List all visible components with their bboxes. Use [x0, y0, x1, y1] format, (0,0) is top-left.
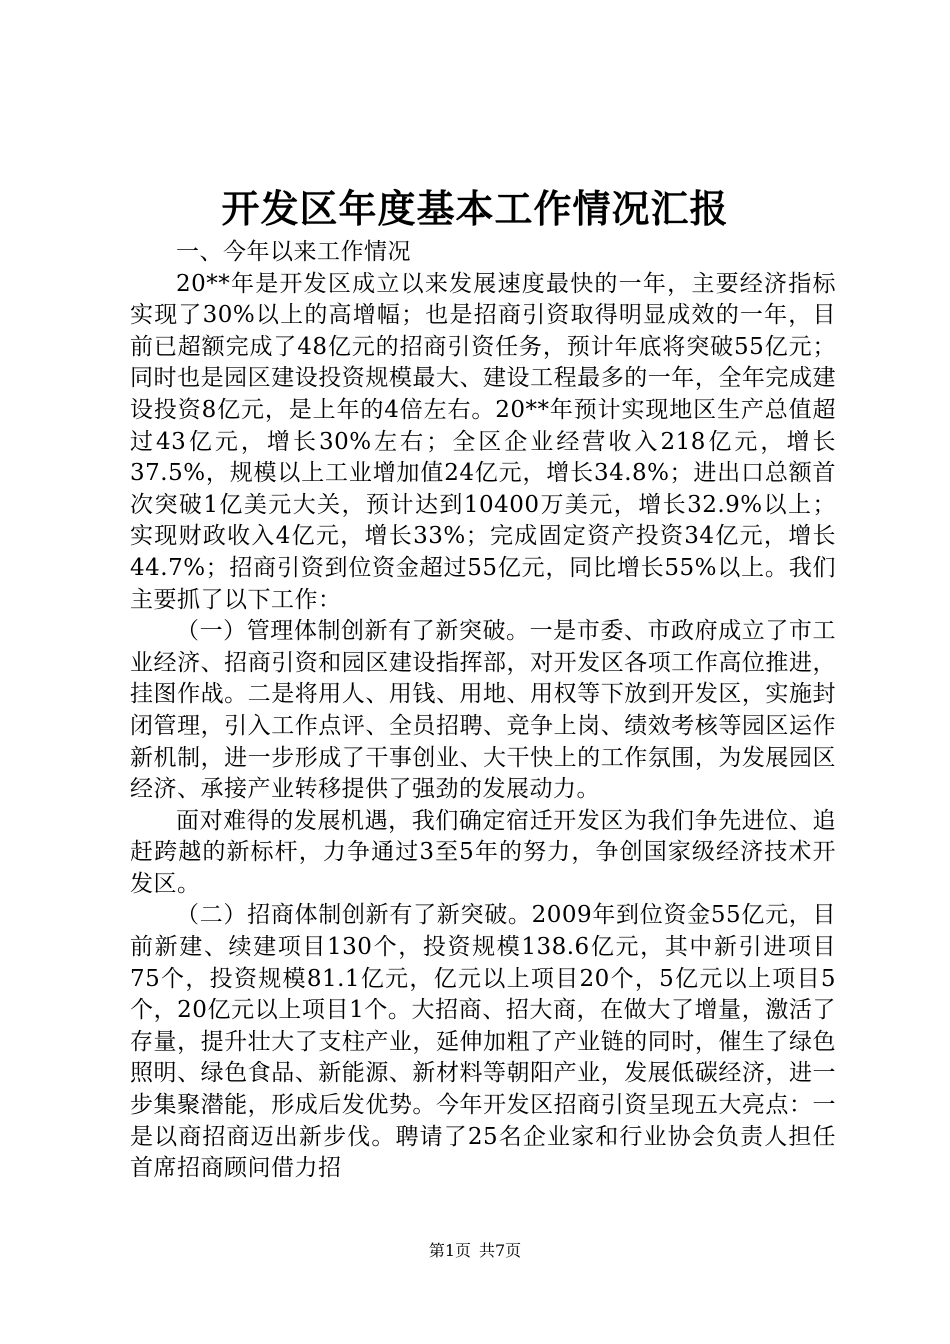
document-title: 开发区年度基本工作情况汇报 — [221, 186, 729, 231]
paragraph: （一）管理体制创新有了新突破。一是市委、市政府成立了市工业经济、招商引资和园区建设指挥部，对开发区各项工作高位推进，挂图作战。二是将用人、用钱、用地、用权等下放到开发区，实施封闭管理，引入工作点评、全员招聘、竞争上岗、绩效考核等园区运作新机制，进一步形成了干事创业、大干快上的工作氛围，为发展园区经济、承接产业转移提供了强劲的发展动力。 — [130, 618, 836, 803]
paragraph: （二）招商体制创新有了新突破。2009年到位资金55亿元，目前新建、续建项目130个，投资规模138.6亿元，其中新引进项目75个，投资规模81.1亿元，亿元以上项目20个，5亿元以上项目5个，20亿元以上项目1个。大招商、招大商，在做大了增量，激活了存量，提升壮大了支柱产业，延伸加粗了产业链的同时，催生了绿色照明、绿色食品、新能源、新材料等朝阳产业，发展低碳经济，进一步集聚潜能，形成后发优势。今年开发区招商引资呈现五大亮点：一是以商招商迈出新步伐。聘请了25名企业家和行业协会负责人担任首席招商顾问借力招 — [130, 902, 836, 1182]
page-total: 共7页 — [479, 1241, 522, 1260]
paragraph: 面对难得的发展机遇，我们确定宿迁开发区为我们争先进位、追赶跨越的新标杆，力争通过3至5年的努力，争创国家级经济技术开发区。 — [130, 807, 836, 897]
page-footer — [0, 1240, 950, 1262]
page-number: 第1页 — [428, 1241, 471, 1260]
section-heading: 一、今年以来工作情况 — [176, 239, 411, 265]
document-body — [130, 237, 836, 1185]
paragraph: 20**年是开发区成立以来发展速度最快的一年，主要经济指标实现了30%以上的高增幅；也是招商引资取得明显成效的一年，目前已超额完成了48亿元的招商引资任务，预计年底将突破55亿元；同时也是园区建设投资规模最大、建设工程最多的一年，全年完成建设投资8亿元，是上年的4倍左右。20**年预计实现地区生产总值超过43亿元，增长30%左右；全区企业经营收入218亿元，增长37.5%，规模以上工业增加值24亿元，增长34.8%；进出口总额首次突破1亿美元大关，预计达到10400万美元，增长32.9%以上；实现财政收入4亿元，增长33%；完成固定资产投资34亿元，增长44.7%；招商引资到位资金超过55亿元，同比增长55%以上。我们主要抓了以下工作： — [130, 270, 836, 613]
